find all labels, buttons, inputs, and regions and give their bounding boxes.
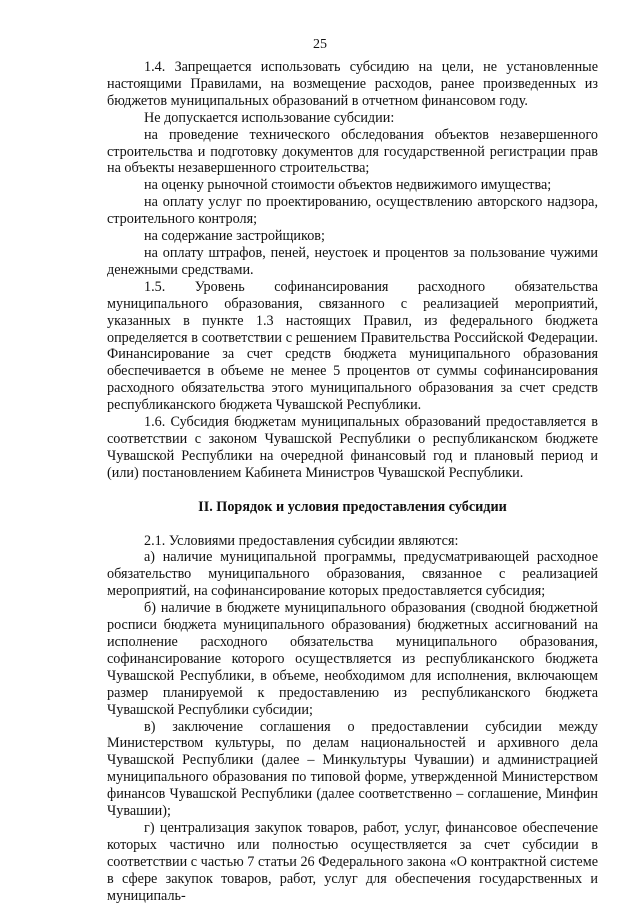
paragraph: б) наличие в бюджете муниципального образования (сводной бюджетной росписи бюджета муниципального образования) бюджетных ассигнований на исполнение расходного обязательства муниципального образования, софинансирование которого осуществляется из республиканского бюджета Чувашской Республики, в объеме, необходимом для исполнения, включающем размер планируемой к предоставлению из республиканского бюджета Чувашской Республики субсидии; — [107, 600, 598, 718]
paragraph: на оплату штрафов, пеней, неустоек и процентов за пользование чужими денежными средствами. — [107, 244, 598, 278]
paragraph: в) заключение соглашения о предоставлении субсидии между Министерством культуры, по делам национальностей и архивного дела Чувашской Республики (далее – Минкультуры Чувашии) и администрацией муниципального образования по типовой форме, утвержденной Министерством финансов Чувашской Республики (далее соответственно – соглашение, Минфин Чувашии); — [107, 718, 598, 820]
paragraph: на оценку рыночной стоимости объектов недвижимого имущества; — [144, 177, 552, 194]
document-body — [107, 59, 598, 905]
paragraph: а) наличие муниципальной программы, предусматривающей расходное обязательство муниципального образования, связанное с реализацией мероприятий, на софинансирование которых предоставляется субсидия; — [107, 549, 598, 600]
paragraph: 1.6. Субсидия бюджетам муниципальных образований предоставляется в соответствии с законом Чувашской Республики о республиканском бюджете Чувашской Республики на очередной финансовый год и плановый период и (или) постановлением Кабинета Министров Чувашской Республики. — [107, 414, 598, 481]
paragraph: г) централизация закупок товаров, работ, услуг, финансовое обеспечение которых частично или полностью осуществляется за счет субсидии в соответствии с частью 7 статьи 26 Федерального закона «О контрактной системе в сфере закупок товаров, работ, услуг для обеспечения государственных и муниципаль- — [107, 819, 598, 904]
section-heading: II. Порядок и условия предоставления субсидии — [198, 498, 507, 515]
paragraph: 1.5. Уровень софинансирования расходного обязательства муниципального образования, связанного с реализацией мероприятий, указанных в пункте 1.3 настоящих Правил, из федерального бюджета определяется в соответствии с решением Правительства Российской Федерации. Финансирование за счет средств бюджета муниципального образования обеспечивается в объеме не менее 5 процентов от суммы софинансирования расходного обязательства этого муниципального образования за счет средств республиканского бюджета Чувашской Республики. — [107, 278, 598, 414]
paragraph: на оплату услуг по проектированию, осуществлению авторского надзора, строительного контроля; — [107, 194, 598, 228]
paragraph: Не допускается использование субсидии: — [144, 109, 395, 126]
paragraph: на проведение технического обследования объектов незавершенного строительства и подготовку документов для государственной регистрации прав на объекты незавершенного строительства; — [107, 126, 598, 177]
paragraph: на содержание застройщиков; — [144, 228, 325, 245]
paragraph: 1.4. Запрещается использовать субсидию на цели, не установленные настоящими Правилами, на возмещение расходов, ранее произведенных из бюджетов муниципальных образований в отчетном финансовом году. — [107, 59, 598, 109]
page-number: 25 — [313, 37, 327, 52]
paragraph: 2.1. Условиями предоставления субсидии являются: — [144, 532, 459, 549]
